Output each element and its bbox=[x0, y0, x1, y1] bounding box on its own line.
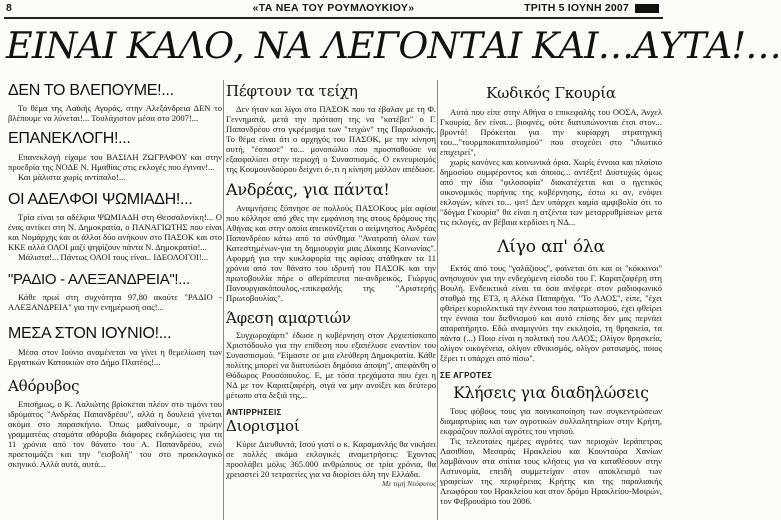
letter-signature: Με τιμή Νεόφυτος bbox=[382, 479, 436, 489]
article-text: Μάλιστα!... Πάντως ΟΛΟΙ τους είναι.. ΙΔΕΟΛΟΓΟΙ!... bbox=[18, 252, 209, 263]
article-text: Κάθε πρωί στη συχνότητα 97,80 ακούτε "ΡΑΔΙΟ - ΑΛΕΞΑΝΔΡΕΙΑ" για την ενημέρωσή σας!... bbox=[8, 292, 222, 313]
newspaper-name: «ΤΑ ΝΕΑ ΤΟΥ ΡΟΥΜΛΟΥΚΙΟΥ» bbox=[252, 2, 415, 14]
header-rule bbox=[4, 17, 663, 19]
article-text: Τις τελευταίες ημέρες αγρότες των περιοχών Ιεράπετρας Λασιθίου, Μεσαράς Ηρακλείου και Κουντούρα Χανίων λαμβάνουν στα σπίτια τους κλήσεις για να καταθέσουν στην Αστυνομία, επειδή συμμετείχαν στον αποκλεισμό των γραφείων της περιφέρειας Κρήτης και της παραλιακής Λεωφόρου του Ηρακλείου και στον δρόμο Ηρακλείου-Μοιρών, τον Φεβρουάριο του 2006. bbox=[440, 435, 662, 506]
headline-kliseis-gia-diadiloseis: Κλήσεις για διαδηλώσεις bbox=[453, 383, 649, 402]
article-text: Αυτά που είπε στην Αθήνα ο επικεφαλής του ΟΟΣΑ, Άνχελ Γκουρία, δεν είναι... βιοφνές, ούτε διατυπώνονται έτσι στον... βροντό! Πρόκειται για την κυρίαρχη στρατηγική του..."τουρμποκαπιταλισμού" που στοχεύει στο "ιδιωτικό επιχειρεί", bbox=[440, 106, 662, 157]
column-right bbox=[440, 80, 662, 520]
column-middle bbox=[226, 80, 436, 520]
page-banner-headline: ΕΙΝΑΙ ΚΑΛΟ, ΝΑ ΛΕΓΟΝΤΑΙ ΚΑΙ…ΑΥΤΑ!… bbox=[6, 24, 781, 67]
page-header bbox=[4, 2, 663, 16]
column-divider bbox=[437, 80, 438, 520]
article-text: Αναμνήσεις ξύπνησε σε πολλούς ΠΑΣΟΚους μία αφίσα που κόλλησε από χθες την εμφάνιση της στους δρόμους της Αθήνας και στην οποία απεικονίζεται ο αείμνηστος Ανδρέας Παπανδρέου κάτω από το σύνθημα "Ανατροπή όλων των Κατεστημένων-για τη δημιουργία μιας Δίκαιης Κοινωνίας". Αφορμή για την κυκλοφορία της αφίσας στάθηκαν τα 11 χρόνια από τον θάνατο του ιδρυτή του ΠΑΣΟΚ και την πρωτοβουλία πήρε ο αθεράπευτα πα-ανδρεικός, Γιώργος Πανουργιακόπουλος,-επικεφαλής της "Αριστερής Πρωτοβουλίας". bbox=[226, 202, 436, 303]
headline-diorismoi: Διορισμοί bbox=[226, 417, 300, 436]
headline-mesa-ston-iounio: ΜΕΣΑ ΣΤΟΝ ΙΟΥΝΙΟ!... bbox=[8, 325, 172, 343]
article-text: Το θέμα της Λαϊκής Αγοράς, στην Αλεξάνδρεια ΔΕΝ το βλέπουμε να λύνεται!... Τουλάχιστον μέσα στο 2007!... bbox=[8, 102, 222, 123]
headline-epaneklogi: ΕΠΑΝΕΚΛΟΓΗ!... bbox=[8, 129, 131, 147]
headline-peftoun-ta-teixi: Πέφτουν τα τείχη bbox=[226, 82, 358, 100]
article-text: Επανεκλογή είχαμε του ΒΑΣΙΛΗ ΖΩΓΡΑΦΟΥ και στην προεδρία της ΝΟΔΕ Ν. Ημαθίας στις εκλογές που έγιναν!... bbox=[8, 151, 222, 172]
section-label-se-agrotes: ΣΕ ΑΓΡΟΤΕΣ bbox=[440, 370, 493, 380]
article-text: Τρία είναι τα αδέλφια ΨΩΜΙΑΔΗ στη Θεσσαλονίκη!... Ο ένας αντίκει στη Ν. Δημοκρατία, ο ΠΑΝΑΓΙΩΤΗΣ που είναι και Νομάρχης και οι άλλοι δύο ανήκουν στο ΠΑΣΟΚ και στο ΚΚΕ αλλά ΟΛΟΙ μαζί ψηφίζουν πάντα Ν. Δημοκρατία!... bbox=[8, 212, 222, 253]
headline-den-to-vlepoume: ΔΕΝ ΤΟ ΒΛΕΠΟΥΜΕ!... bbox=[8, 82, 174, 99]
article-text: Εκτός από τους "γαλάζιους", φαίνεται ότι και οι "κόκκινοι" ανησυχούν για την ενδεχόμενη είσοδο του Γ. Καρατζαφέρη στη Βουλή. Ενδεικτικά είναι τα όσα ανέφερε στον ραδιοφωνικό σταθμό της ΕΤ3, η Αλέκα Παπαρήγα. "Το ΛΑΟΣ", είπε, "έχει φθείρει κυριολεκτικά την έννοια του πατριωτισμού, έχει φθείρει την έννοια του διεθνισμού και αυτό επίσης δεν μας περνάει απαρατήρητο. Εδώ αναμιγνύει την εκκλησία, τη θρησκεία, τα πάντα (...) Ποιο είναι η πολιτική του ΛΑΟΣ; Ολίγον θρησκεία, ολίγον οικογένεια, ολίγον εθνικισμός, ολίγον ρατσισμός, ποιος ξέρει τι υπάρχει από πίσω". bbox=[440, 262, 662, 363]
headline-kodikos-gkouria: Κωδικός Γκουρία bbox=[486, 84, 616, 102]
column-left bbox=[8, 80, 222, 520]
headline-adelfoi-psomiadi: ΟΙ ΑΔΕΛΦΟΙ ΨΩΜΙΑΔΗ!... bbox=[8, 190, 193, 208]
article-text: Μέσα στον Ιούνιο αναμένεται να γίνει η θεμελίωση των Εργατικών Κατοικιών στο Δήμο Πλατέος!... bbox=[8, 346, 222, 367]
article-text: Τους φόβους τους για ποινικοποίηση των συγκεντρώσεων διαμαρτυρίας και των αγροτικών συλλαλητηρίων στην Κρήτη, εκφράζουν πολλοί αγρότες του νησιού. bbox=[440, 405, 662, 436]
article-text: Δεν ήταν και λίγοι στο ΠΑΣΟΚ που τα έβαλαν με τη Φ. Γεννηματά, μετά την πρόταση της να "κατέβει" ο Γ. Παπανδρέου στο γκρέμισμα των "τειχών" της Παραλιακής. Το θέμα είναι ότι ο αρχηγός του ΠΑΣΟΚ, με την κίνηση αυτή, "έσπασε" το... μονοπώλιο που προσπαθούσε να εξασφαλίσει στην περιοχή ο Συνασπισμός. Ο εκνευρισμός της Κουμουνδούρου δείχνει ό-,τι η κίνηση μάλλον απέδωσε. bbox=[226, 103, 436, 174]
section-label-antirriseis: ΑΝΤΙΡΡΗΣΕΙΣ bbox=[226, 408, 282, 418]
page-number: 8 bbox=[6, 2, 12, 14]
headline-andreas-gia-panta: Ανδρέας, για πάντα! bbox=[226, 179, 390, 199]
headline-radio-alexandreia: "ΡΑΔΙΟ - ΑΛΕΞΑΝΔΡΕΙΑ"!... bbox=[8, 271, 190, 289]
headline-athoryvos: Αθόρυβος bbox=[8, 376, 80, 395]
article-text: χωρίς κανόνες και κοινωνικά όρια. Χωρίς έννοια και πλαίσιο δημοσίου συμφέροντος και όποιος... αντέξει! Δυστυχώς όμως από την ίδια "φιλοσοφία" διακατέχεται και ο ηγετικός οικονομικός πυρήνας της κυβέρνησης, έστω κι αν, ενόψει εκλογών, κάνει το... ψιτ! Δεν υπάρχει καμία αμφιβολία ότι το "δόγμα Γκουρία" θα είναι η ατζέντα των μεταρρυθμίσεων μετά τις εκλογές, αν βέβαια κερδίσει η ΝΔ... bbox=[440, 156, 662, 227]
article-text: Συγχωροχάρτι" έδωσε η κυβέρνηση στον Αρχιεπίσκοπο Χριστόδουλο για την επίθεση που εξαπέλυσε εναντίον του Συνασπισμού. "Είμαστε σε μια ελεύθερη Δημοκρατία. Κάθε πολίτης μπορεί να διατυπώσει δημόσια άποψη", απεφάνθη ο Θόδωρος Ρουσόπουλος. Ε, με τόσα τρεχάματα που έχει η ΝΔ με τον Καρατζαφέρη, σιγά να μην ανοίξει και δεύτερο μέτωπο στα δεξιά της... bbox=[226, 330, 436, 401]
header-black-bar bbox=[635, 4, 659, 13]
headline-ligo-ap-ola: Λίγο απ' όλα bbox=[497, 236, 605, 257]
column-divider bbox=[223, 80, 224, 520]
article-text: Κύριε Διευθυντά, Ισού γιατί ο κ. Καραμανλής θα νικήσει σε πολλές ακόμα εκλογικές αναμετρήσεις: Έχοντας προσλάβει μόλις 365.000 ανθρώπους σε τρία χρόνια, θα χρειαστεί 20 τετραετίες για να διορίσει όλη την Ελλάδα. bbox=[226, 439, 436, 480]
article-text: Επισήμως, ο Κ. Λαλιώτης βρίσκεται πλέον στο τιμόνι του ιδρύματος "Ανδρέας Παπανδρέου", αλλά η δουλειά γίνεται ακόμα στο παρασκήνιο. Όπως μαθαίνουμε, ο πρώην γραμματέας σταμάτα αθόρυβα διάφορες εκδηλώσεις για τα 11 χρόνια από τον θάνατο του Α. Παπανδρέου, ενώ προετοιμάζει και την "εισβολή" του στο προεκλογικό σκηνικό. Αλλά αυτά, αυτά... bbox=[8, 398, 222, 469]
issue-date: ΤΡΙΤΗ 5 ΙΟΥΝΗ 2007 bbox=[524, 2, 629, 14]
headline-afesi-amartion: Άφεση αμαρτιών bbox=[226, 308, 351, 327]
article-text: Και μάλιστα χωρίς αντίπαλο!... bbox=[18, 171, 126, 182]
